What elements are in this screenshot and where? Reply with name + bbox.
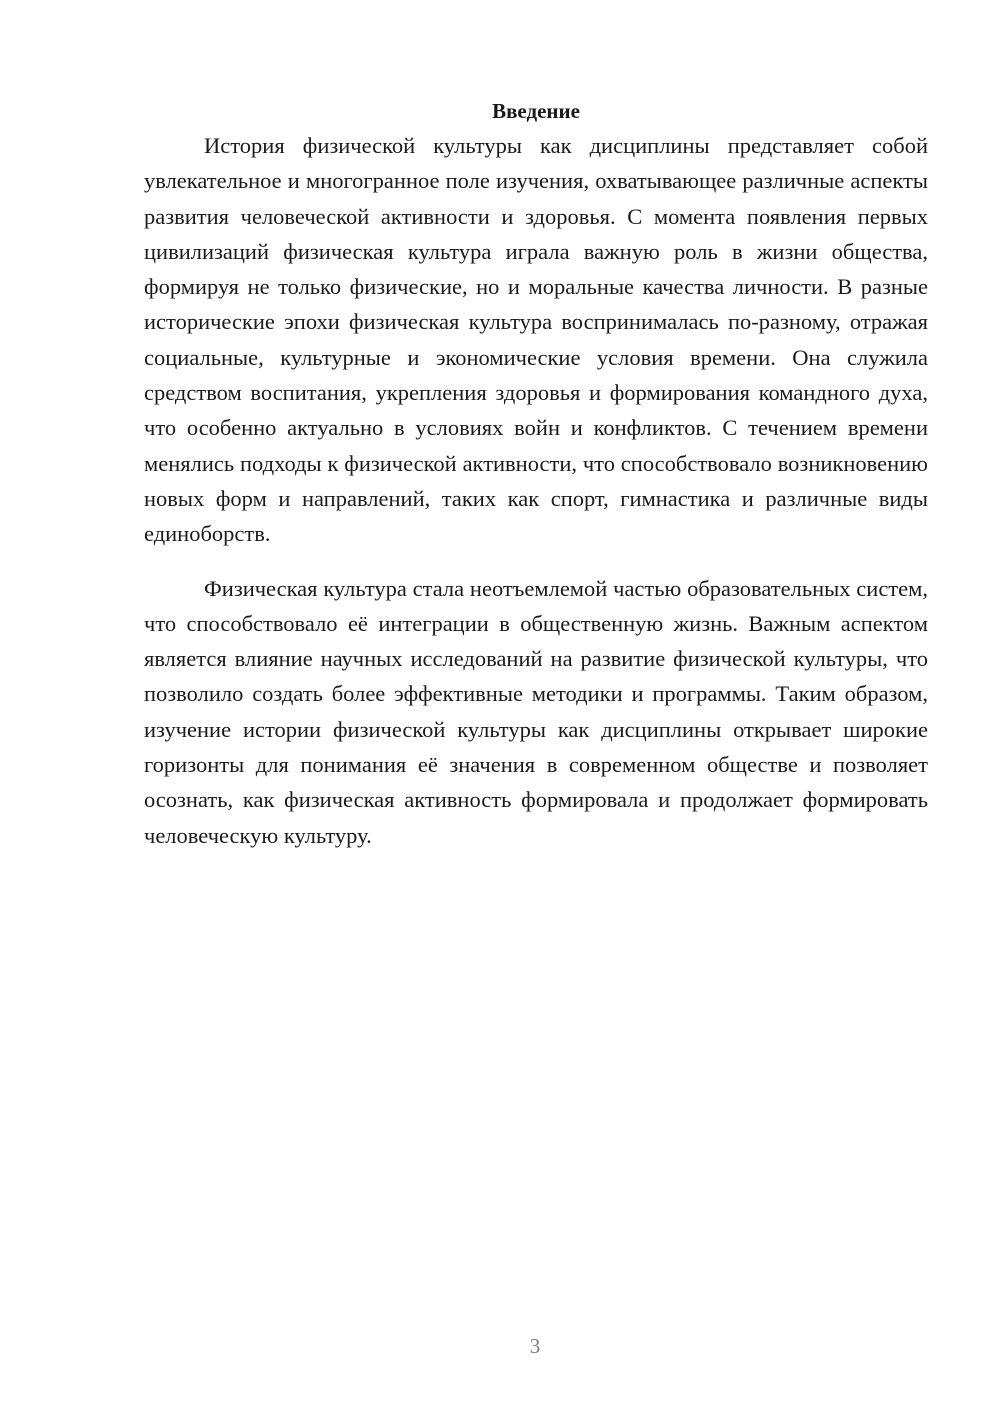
page-number: 3 xyxy=(529,1334,541,1358)
section-title: Введение xyxy=(492,99,580,123)
paragraph: История физической культуры как дисциплины представляет собой увлекательное и многогранное поле изучения, охватывающее различные аспекты развития человеческой активности и здоровья. С момента появления первых цивилизаций физическая культура играла важную роль в жизни общества, формируя не только физические, но и моральные качества личности. В разные исторические эпохи физическая культура воспринималась по-разному, отражая социальные, культурные и экономические условия времени. Она служила средством воспитания, укрепления здоровья и формирования командного духа, что особенно актуально в условиях войн и конфликтов. С течением времени менялись подходы к физической активности, что способствовало возникновению новых форм и направлений, таких как спорт, гимнастика и различные виды единоборств. xyxy=(144,133,928,547)
paragraph: Физическая культура стала неотъемлемой частью образовательных систем, что способствовало её интеграции в общественную жизнь. Важным аспектом является влияние научных исследований на развитие физической культуры, что позволило создать более эффективные методики и программы. Таким образом, изучение истории физической культуры как дисциплины открывает широкие горизонты для понимания её значения в современном обществе и позволяет осознать, как физическая активность формировала и продолжает формировать человеческую культуру. xyxy=(144,575,928,848)
page-content xyxy=(144,96,928,853)
